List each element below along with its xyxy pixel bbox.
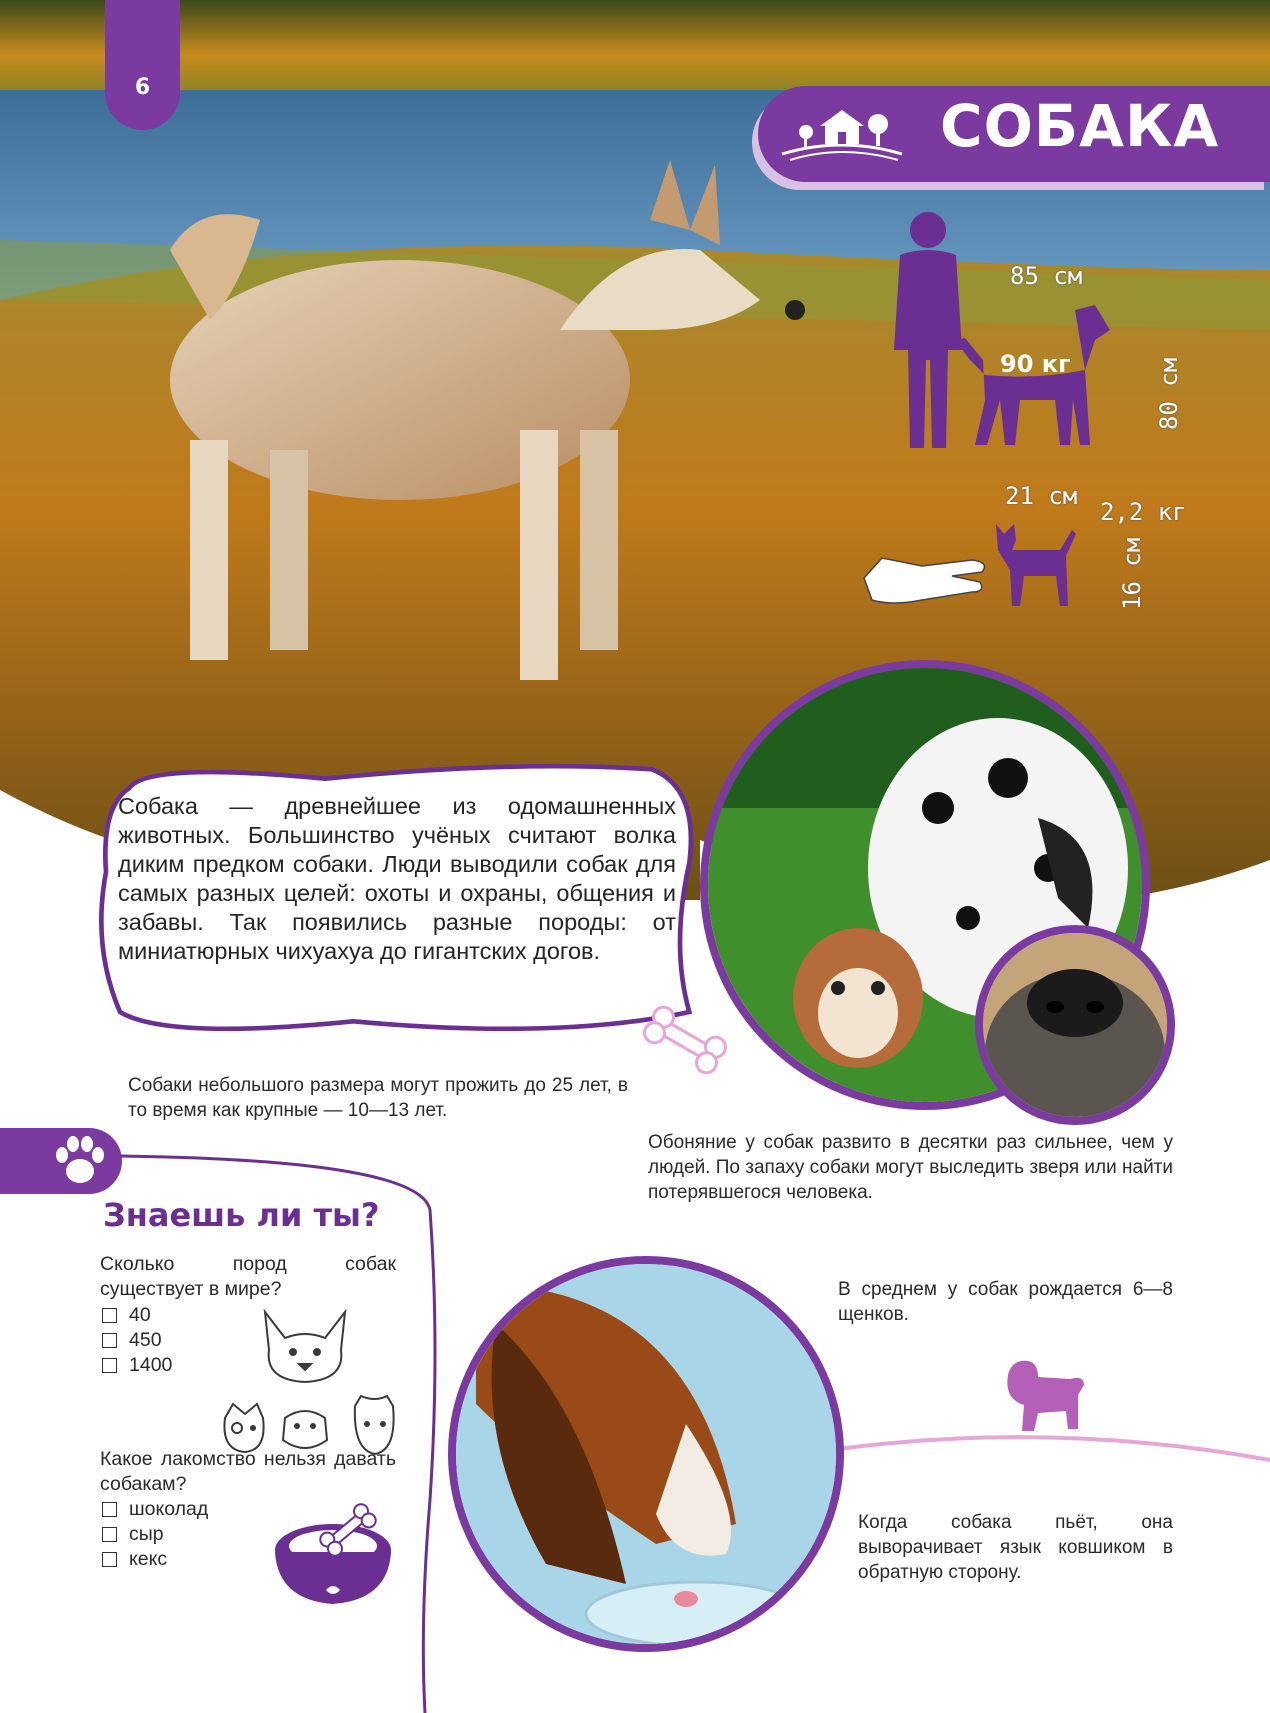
- checkbox-icon[interactable]: [102, 1552, 117, 1567]
- puppies-fact: В среднем у собак рождается 6—8 щенков.: [838, 1279, 1173, 1325]
- checkbox-icon[interactable]: [102, 1358, 117, 1373]
- large-dog-height: 80 см: [1155, 357, 1183, 430]
- smell-fact: Обоняние у собак развито в десятки раз сильнее, чем у людей. По запаху собаки могут выследить зверя или найти потерявшегося человека.: [648, 1132, 1173, 1203]
- checkbox-icon[interactable]: [102, 1333, 117, 1348]
- quiz-2-option[interactable]: шоколад: [102, 1497, 208, 1522]
- page-title: СОБАКА: [940, 92, 1220, 160]
- lifespan-fact: Собаки небольшого размера могут прожить до 25 лет, в то время как крупные — 10—13 лет.: [128, 1075, 628, 1121]
- farm-icon: [780, 106, 905, 166]
- quiz-question-2: Какое лакомство нельзя давать собакам?: [100, 1448, 396, 1495]
- small-dog-length: 21 см: [1005, 482, 1078, 510]
- quiz-question-1: Сколько пород собак существует в мире?: [100, 1253, 396, 1300]
- quiz-1-options: [102, 1303, 172, 1378]
- beagle-drinking-photo: [448, 1256, 844, 1652]
- checkbox-icon[interactable]: [102, 1308, 117, 1323]
- large-dog-length: 85 см: [1010, 262, 1083, 290]
- dog-nose-photo: [975, 925, 1175, 1125]
- quiz-1-option[interactable]: 1400: [102, 1353, 172, 1378]
- checkbox-icon[interactable]: [102, 1502, 117, 1517]
- large-dog-weight: 90 кг: [1000, 350, 1071, 378]
- drinking-fact: Когда собака пьёт, она выворачивает язык ковшиком в обратную сторону.: [858, 1512, 1173, 1583]
- checkbox-icon[interactable]: [102, 1527, 117, 1542]
- hand-icon: [862, 548, 992, 612]
- puppy-silhouette-icon: [998, 1355, 1088, 1439]
- chihuahua-silhouette-icon: [990, 520, 1080, 614]
- quiz-2-options: [102, 1497, 208, 1572]
- quiz-1-option[interactable]: 40: [102, 1303, 172, 1328]
- dog-bowl-icon: [268, 1500, 398, 1614]
- quiz-heading: Знаешь ли ты?: [103, 1196, 380, 1234]
- small-dog-height: 16 см: [1118, 537, 1146, 610]
- page-number: 6: [105, 0, 180, 130]
- quiz-2-option[interactable]: сыр: [102, 1522, 208, 1547]
- quiz-1-option[interactable]: 450: [102, 1328, 172, 1353]
- bone-icon: [635, 1005, 735, 1079]
- quiz-2-option[interactable]: кекс: [102, 1547, 208, 1572]
- intro-text: Собака — древнейшее из одомашненных животных. Большинство учёных считают волка диким предком собаки. Люди выводили собак для самых разных целей: охоты и охраны, общения и забавы. Так появились разные породы: от миниатюрных чихуахуа до гигантских догов.: [118, 793, 676, 964]
- small-dog-weight: 2,2 кг: [1100, 498, 1187, 526]
